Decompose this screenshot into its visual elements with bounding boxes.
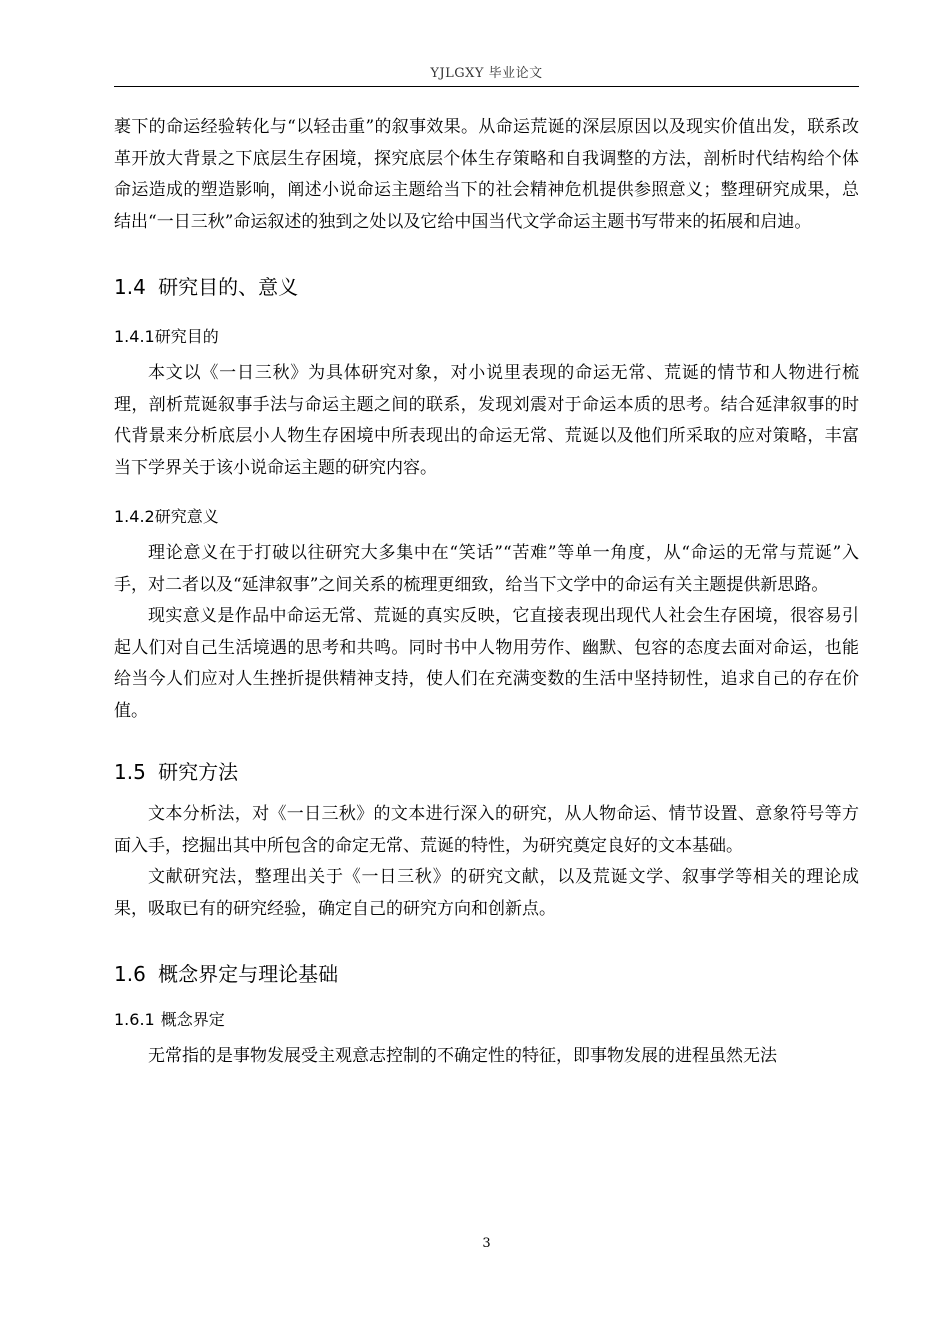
section-title: 研究目的、意义 bbox=[158, 275, 299, 299]
paragraph-text-analysis: 文本分析法，对《一日三秋》的文本进行深入的研究，从人物命运、情节设置、意象符号等方面入手，挖掘出其中所包含的命定无常、荒诞的特性，为研究奠定良好的文本基础。 bbox=[114, 804, 859, 856]
subsection-number: 1.4.1 bbox=[114, 327, 155, 346]
section-heading-1-5 bbox=[114, 757, 859, 787]
section-title: 概念界定与理论基础 bbox=[158, 962, 339, 986]
subsection-title: 研究意义 bbox=[154, 507, 219, 526]
subsection-heading-1-4-2 bbox=[114, 504, 859, 530]
subsection-number: 1.6.1 bbox=[114, 1010, 155, 1029]
section-number: 1.4 bbox=[114, 275, 146, 299]
body-content bbox=[114, 112, 859, 1073]
section-heading-1-4 bbox=[114, 272, 859, 302]
paragraph-concept-definition: 无常指的是事物发展受主观意志控制的不确定性的特征，即事物发展的进程虽然无法 bbox=[148, 1046, 777, 1066]
paragraph-practical-significance: 现实意义是作品中命运无常、荒诞的真实反映，它直接表现出现代人社会生存困境，很容易引起人们对自己生活境遇的思考和共鸣。同时书中人物用劳作、幽默、包容的态度去面对命运，也能给当今人们应对人生挫折提供精神支持，使人们在充满变数的生活中坚持韧性，追求自己的存在价值。 bbox=[114, 606, 859, 721]
subsection-heading-1-4-1 bbox=[114, 324, 859, 350]
paragraph-theoretical-significance: 理论意义在于打破以往研究大多集中在“笑话”“苦难”等单一角度，从“命运的无常与荒诞”入手，对二者以及“延津叙事”之间关系的梳理更细致，给当下文学中的命运有关主题提供新思路。 bbox=[114, 543, 859, 595]
paragraph-research-purpose: 本文以《一日三秋》为具体研究对象，对小说里表现的命运无常、荒诞的情节和人物进行梳理，剖析荒诞叙事手法与命运主题之间的联系，发现刘震对于命运本质的思考。结合延津叙事的时代背景来分析底层小人物生存困境中所表现出的命运无常、荒诞以及他们所采取的应对策略，丰富当下学界关于该小说命运主题的研究内容。 bbox=[114, 363, 859, 478]
page-number: 3 bbox=[482, 1236, 491, 1251]
section-title: 研究方法 bbox=[158, 760, 239, 784]
subsection-title: 研究目的 bbox=[154, 327, 219, 346]
subsection-title: 概念界定 bbox=[160, 1010, 225, 1029]
subsection-number: 1.4.2 bbox=[114, 507, 155, 526]
section-number: 1.6 bbox=[114, 962, 146, 986]
header-divider bbox=[114, 86, 859, 87]
paragraph-literature-research: 文献研究法，整理出关于《一日三秋》的研究文献，以及荒诞文学、叙事学等相关的理论成果，吸取已有的研究经验，确定自己的研究方向和创新点。 bbox=[114, 867, 859, 919]
running-header: YJLGXY 毕业论文 bbox=[430, 66, 543, 81]
section-heading-1-6 bbox=[114, 959, 859, 989]
section-number: 1.5 bbox=[114, 760, 146, 784]
paragraph-continuation: 裹下的命运经验转化与“以轻击重”的叙事效果。从命运荒诞的深层原因以及现实价值出发，联系改革开放大背景之下底层生存困境，探究底层个体生存策略和自我调整的方法，剖析时代结构给个体命运造成的塑造影响，阐述小说命运主题给当下的社会精神危机提供参照意义；整理研究成果，总结出“一日三秋”命运叙述的独到之处以及它给中国当代文学命运主题书写带来的拓展和启迪。 bbox=[114, 117, 859, 232]
subsection-heading-1-6-1 bbox=[114, 1007, 859, 1033]
